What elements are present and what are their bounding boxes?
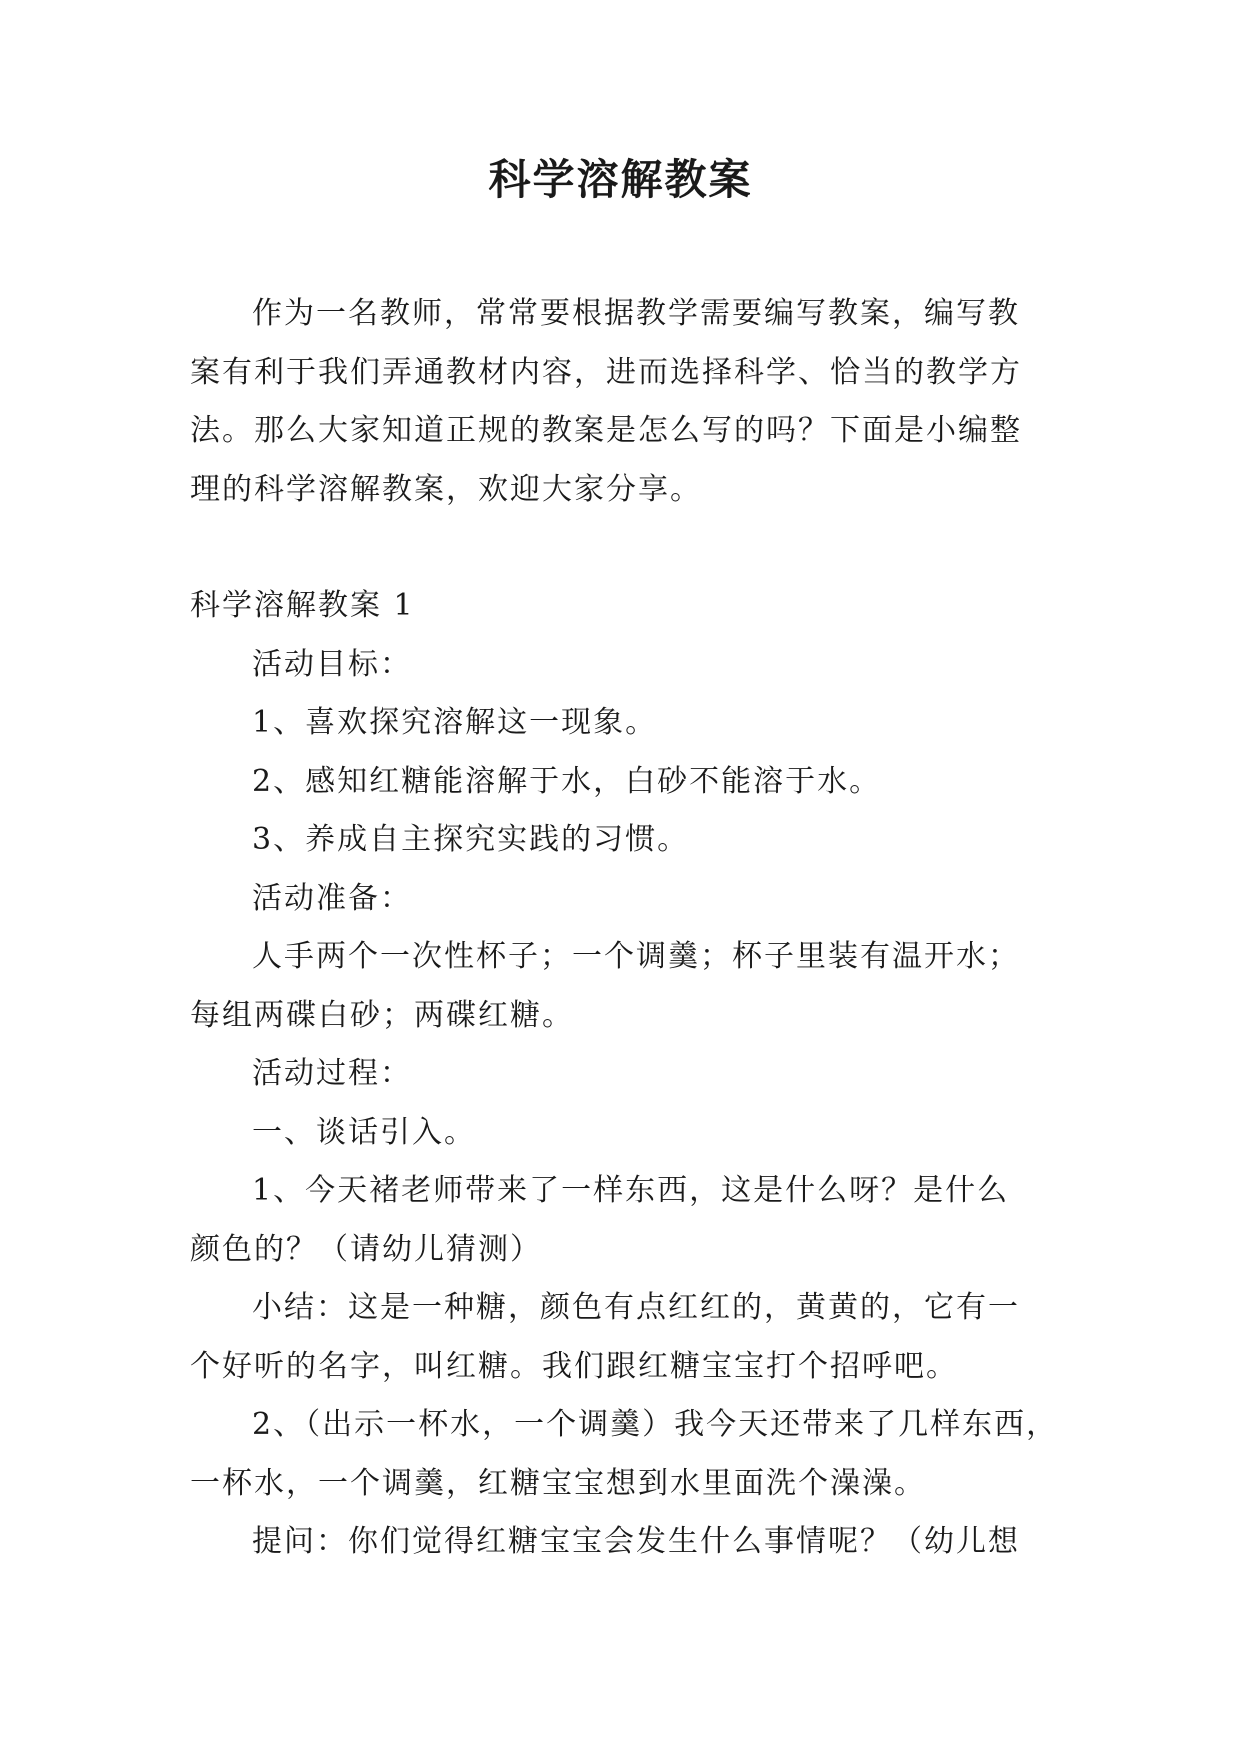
intro-line: 法。那么大家知道正规的教案是怎么写的吗？下面是小编整 (190, 413, 1022, 448)
body-line: 2、（出示一杯水，一个调羹）我今天还带来了几样东西， (252, 1407, 1059, 1442)
body-line: 人手两个一次性杯子；一个调羹；杯子里装有温开水； (252, 939, 1020, 974)
document-title: 科学溶解教案 (488, 155, 753, 204)
body-line: 个好听的名字，叫红糖。我们跟红糖宝宝打个招呼吧。 (190, 1348, 958, 1384)
document-body (190, 285, 1070, 1572)
body-line: 一、谈话引入。 (252, 1114, 476, 1150)
body-line: 颜色的？（请幼儿猜测） (190, 1231, 542, 1267)
intro-line: 理的科学溶解教案，欢迎大家分享。 (190, 471, 702, 507)
body-line: 活动目标： (252, 646, 412, 682)
body-line: 1、今天褚老师带来了一样东西，这是什么呀？是什么 (252, 1173, 1010, 1208)
intro-line: 作为一名教师，常常要根据教学需要编写教案，编写教 (252, 296, 1020, 331)
section-lines (190, 636, 1070, 1572)
paragraph-gap (190, 519, 1070, 577)
body-line: 活动准备： (252, 880, 412, 916)
body-line: 小结：这是一种糖，颜色有点红红的，黄黄的，它有一 (252, 1290, 1020, 1325)
body-line: 1、喜欢探究溶解这一现象。 (252, 705, 658, 740)
body-line: 3、养成自主探究实践的习惯。 (252, 822, 690, 857)
body-line: 提问：你们觉得红糖宝宝会发生什么事情呢？（幼儿想 (252, 1524, 1020, 1559)
body-line: 一杯水，一个调羹，红糖宝宝想到水里面洗个澡澡。 (190, 1465, 926, 1501)
section-heading: 科学溶解教案 1 (190, 588, 415, 623)
body-line: 活动过程： (252, 1056, 412, 1091)
body-line: 每组两碟白砂；两碟红糖。 (190, 997, 574, 1033)
intro-line: 案有利于我们弄通教材内容，进而选择科学、恰当的教学方 (190, 354, 1022, 390)
body-line: 2、感知红糖能溶解于水，白砂不能溶于水。 (252, 763, 882, 799)
